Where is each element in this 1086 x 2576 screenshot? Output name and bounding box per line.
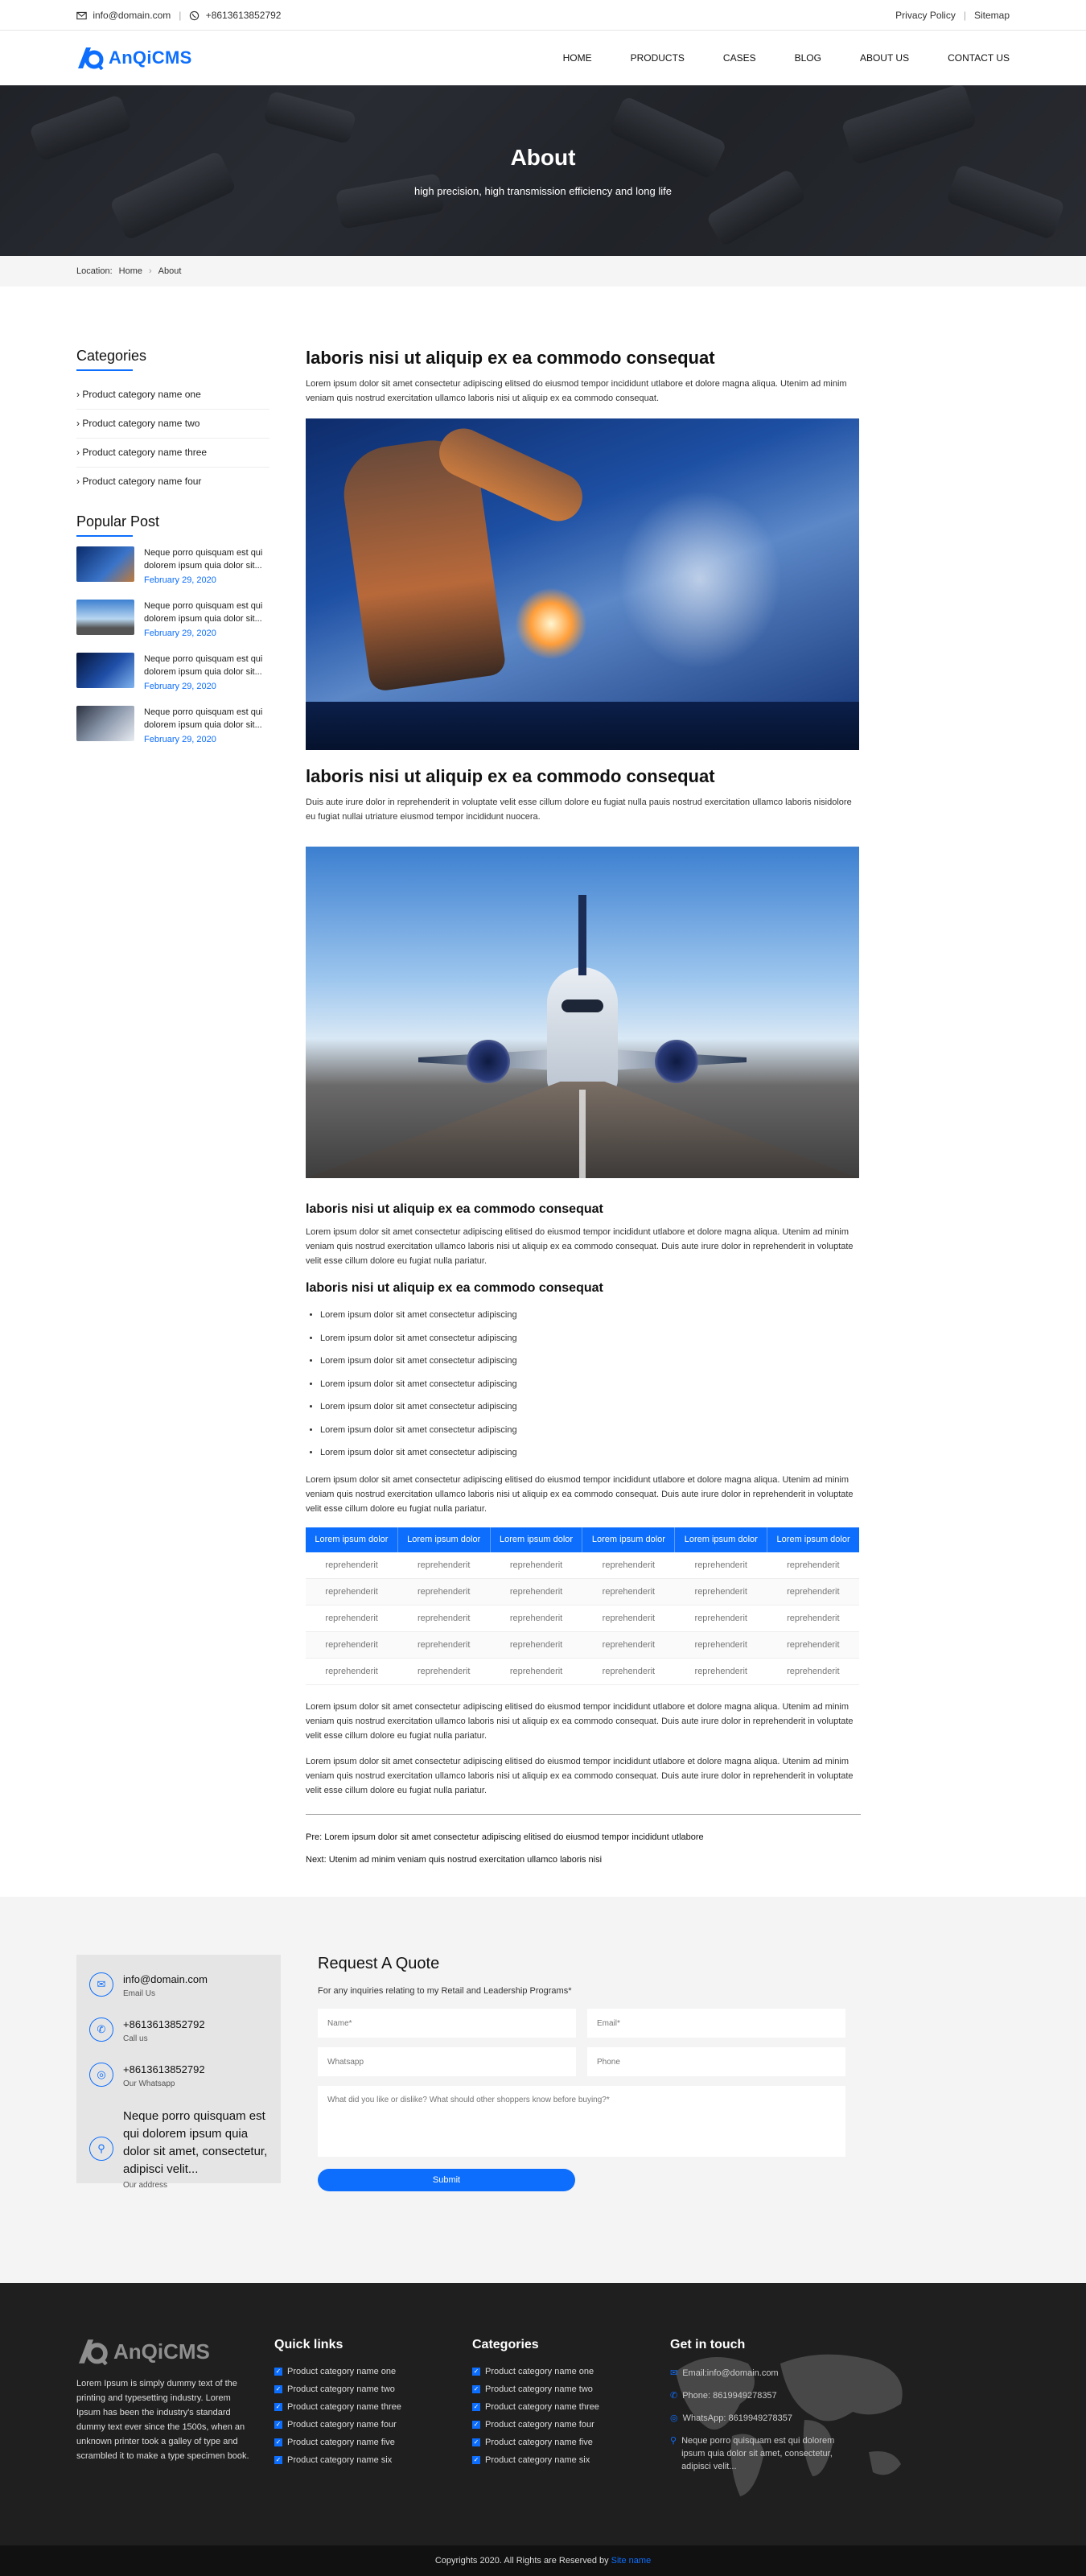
footer-link[interactable]: ✓ Product category name one [275, 2367, 397, 2376]
topbar-phone[interactable]: +8613613852792 [189, 10, 281, 21]
table-cell: reprehenderit [306, 1605, 397, 1632]
article-heading: laboris nisi ut aliquip ex ea commodo consequat [306, 766, 715, 786]
check-icon: ✓ [275, 2438, 282, 2446]
table-header: Lorem ipsum dolor [306, 1527, 397, 1552]
table-row [306, 1632, 859, 1659]
sidebar-category[interactable]: › Product category name three [76, 439, 269, 468]
submit-button[interactable]: Submit [318, 2169, 575, 2191]
list-item: • Lorem ipsum dolor sit amet consectetur adipiscing [320, 1304, 861, 1327]
table-cell: reprehenderit [306, 1632, 397, 1659]
table-cell: reprehenderit [582, 1659, 675, 1685]
nav-about[interactable]: ABOUT US [859, 52, 910, 64]
table-cell: reprehenderit [490, 1632, 582, 1659]
top-bar [0, 0, 1086, 31]
article-paragraph: Lorem ipsum dolor sit amet consectetur adipiscing elitised do eiusmod tempor incididunt utlabore et dolore magna aliqua. Utenim ad minim veniam quis nostrud exercitation ullamco laboris nisi ut aliquip ex ea commodo consequat. Duis aute irure dolor in reprehenderit in voluptate velit esse cillum dolore eu fugiat nulla pariatur. [306, 1757, 854, 1795]
breadcrumb-home[interactable]: Home [118, 266, 142, 276]
hero-banner [0, 85, 1086, 256]
table-cell: reprehenderit [490, 1552, 582, 1579]
mail-icon [76, 10, 87, 21]
footer [0, 2283, 1086, 2545]
table-cell: reprehenderit [767, 1659, 859, 1685]
table-cell: reprehenderit [397, 1552, 490, 1579]
article-paragraph: Lorem ipsum dolor sit amet consectetur adipiscing elitsed do eiusmod tempor incididunt utlabore et dolore magna aliqua. Utenim ad minim veniam quis nostrud exercitation ullamco laboris nisi ut aliquip ex ea commodo consequat. [306, 379, 847, 403]
title-underline [76, 369, 133, 371]
copyright-bar [0, 2545, 1086, 2576]
sidebar-category[interactable]: › Product category name four [76, 476, 202, 487]
table-cell: reprehenderit [306, 1579, 397, 1605]
location-pin-icon: ⚲ [670, 2436, 677, 2446]
popular-post[interactable]: Neque porro quisquam est qui dolorem ipsum quia dolor sit... February 29, 2020 [76, 653, 269, 691]
table-cell: reprehenderit [490, 1605, 582, 1632]
name-input[interactable] [318, 2009, 576, 2038]
table-cell: reprehenderit [675, 1552, 767, 1579]
footer-link[interactable]: ✓ Product category name five [275, 2438, 395, 2447]
article-paragraph: Duis aute irure dolor in reprehenderit in voluptate velit esse cillum dolore eu fugiat nulla pauis nostrud exercitation ullamco laboris nisidolore eu fugiat nullai utriature eiusmod tempor incididunt nuocera. [306, 798, 852, 822]
check-icon: ✓ [473, 2403, 479, 2410]
check-icon: ✓ [275, 2385, 282, 2393]
table-cell: reprehenderit [582, 1579, 675, 1605]
popular-title: Popular Post [76, 513, 160, 530]
table-row [306, 1659, 859, 1685]
post-thumbnail[interactable] [76, 653, 134, 688]
check-icon: ✓ [275, 2368, 282, 2375]
nav-cases[interactable]: CASES [722, 52, 756, 64]
main-nav [563, 52, 1010, 64]
table-cell: reprehenderit [582, 1605, 675, 1632]
location-pin-icon: ⚲ [89, 2137, 113, 2161]
breadcrumb-label: Location: [76, 266, 113, 276]
mail-icon: ✉ [670, 2368, 678, 2378]
table-cell: reprehenderit [306, 1552, 397, 1579]
whatsapp-icon: ◎ [670, 2413, 678, 2423]
footer-description: Lorem Ipsum is simply dummy text of the printing and typesetting industry. Lorem Ipsum has been the industry's standard dummy text ever since the 1500s, when an unknown printer took a galley of type and scrambled it to make a type specimen book. [76, 2379, 249, 2461]
check-icon: ✓ [473, 2385, 479, 2393]
table-cell: reprehenderit [582, 1632, 675, 1659]
table-header: Lorem ipsum dolor [490, 1527, 582, 1552]
title-underline [76, 535, 133, 537]
table-cell: reprehenderit [397, 1659, 490, 1685]
bullet-list [306, 1304, 861, 1465]
table-cell: reprehenderit [675, 1659, 767, 1685]
main-content [0, 286, 1086, 1877]
quote-form [318, 1955, 845, 2191]
table-cell: reprehenderit [767, 1552, 859, 1579]
list-item: • Lorem ipsum dolor sit amet consectetur adipiscing [320, 1419, 861, 1442]
table-cell: reprehenderit [397, 1605, 490, 1632]
list-item: • Lorem ipsum dolor sit amet consectetur adipiscing [320, 1395, 861, 1419]
logo[interactable] [76, 46, 192, 70]
footer-link[interactable]: ✓ Product category name two [275, 2384, 395, 2394]
footer-link[interactable]: ✓ Product category name four [473, 2420, 594, 2430]
quote-subtitle: For any inquiries relating to my Retail and Leadership Programs* [318, 1986, 572, 1996]
contact-email[interactable]: ✉ info@domain.com Email Us [89, 1972, 268, 1998]
check-icon: ✓ [473, 2456, 479, 2463]
privacy-link[interactable]: Privacy Policy [895, 10, 956, 21]
logo-mark-icon [76, 2338, 109, 2365]
table-cell: reprehenderit [675, 1632, 767, 1659]
footer-link[interactable]: ✓ Product category name six [275, 2455, 393, 2465]
whatsapp-icon [189, 10, 200, 21]
sidebar-category[interactable]: › Product category name two [76, 410, 269, 439]
table-header: Lorem ipsum dolor [767, 1527, 859, 1552]
list-item: • Lorem ipsum dolor sit amet consectetur adipiscing [320, 1373, 861, 1396]
check-icon: ✓ [275, 2456, 282, 2463]
copyright-text: Copyrights 2020. All Rights are Reserved by [434, 2556, 609, 2566]
sidebar [76, 348, 269, 1877]
table-header: Lorem ipsum dolor [675, 1527, 767, 1552]
breadcrumb-arrow-icon: › [149, 266, 152, 276]
check-icon: ✓ [473, 2421, 479, 2428]
article [306, 348, 861, 1877]
breadcrumb-current: About [158, 266, 182, 276]
table-header: Lorem ipsum dolor [397, 1527, 490, 1552]
quick-links-title: Quick links [274, 2338, 343, 2351]
contact-phone[interactable]: ✆ +8613613852792 Call us [89, 2018, 268, 2043]
whatsapp-icon: ◎ [89, 2063, 113, 2087]
list-item: • Lorem ipsum dolor sit amet consectetur adipiscing [320, 1441, 861, 1465]
table-cell: reprehenderit [767, 1632, 859, 1659]
footer-whatsapp[interactable]: ◎ WhatsApp: 8619949278357 [670, 2413, 792, 2423]
footer-link[interactable]: ✓ Product category name one [473, 2367, 594, 2376]
article-subheading: laboris nisi ut aliquip ex ea commodo consequat [306, 1202, 603, 1216]
contact-whatsapp[interactable]: ◎ +8613613852792 Our Whatsapp [89, 2063, 268, 2088]
footer-link[interactable]: ✓ Product category name four [275, 2420, 397, 2430]
table-cell: reprehenderit [397, 1632, 490, 1659]
footer-email[interactable]: ✉ Email:info@domain.com [670, 2368, 779, 2378]
site-name-link[interactable]: Site name [611, 2556, 652, 2566]
nav-contact[interactable]: CONTACT US [948, 52, 1010, 64]
footer-address: ⚲ Neque porro quisquam est qui dolorem ipsum quia dolor sit amet, consectetur, adipisci velit... [670, 2436, 835, 2471]
table-row [306, 1552, 859, 1579]
logo-mark-icon [76, 46, 104, 70]
prev-post-link[interactable]: Pre: Lorem ipsum dolor sit amet consectetur adipiscing elitised do eiusmod tempor incididunt utlabore [306, 1832, 704, 1842]
get-in-touch-title: Get in touch [670, 2338, 746, 2351]
mail-icon: ✉ [89, 1972, 113, 1997]
table-cell: reprehenderit [490, 1659, 582, 1685]
footer-categories-title: Categories [472, 2338, 539, 2351]
breadcrumb [0, 256, 1086, 286]
footer-link[interactable]: ✓ Product category name six [473, 2455, 590, 2465]
table-cell: reprehenderit [767, 1605, 859, 1632]
topbar-divider: | [179, 9, 182, 21]
categories-title: Categories [76, 348, 147, 364]
contact-info-box [76, 1955, 281, 2190]
logo-text: AnQiCMS [109, 47, 192, 68]
list-item: • Lorem ipsum dolor sit amet consectetur adipiscing [320, 1327, 861, 1350]
post-thumbnail[interactable] [76, 546, 134, 582]
check-icon: ✓ [275, 2421, 282, 2428]
table-header-row [306, 1527, 859, 1552]
nav-products[interactable]: PRODUCTS [630, 52, 685, 64]
phone-icon: ✆ [670, 2391, 678, 2401]
footer-link[interactable]: ✓ Product category name three [275, 2402, 401, 2412]
table-row [306, 1605, 859, 1632]
table-cell: reprehenderit [767, 1579, 859, 1605]
post-thumbnail[interactable] [76, 600, 134, 635]
site-header [0, 31, 1086, 85]
article-heading: laboris nisi ut aliquip ex ea commodo consequat [306, 348, 715, 368]
table-cell: reprehenderit [306, 1659, 397, 1685]
table-cell: reprehenderit [675, 1579, 767, 1605]
divider [306, 1814, 861, 1815]
article-paragraph: Lorem ipsum dolor sit amet consectetur adipiscing elitised do eiusmod tempor incididunt utlabore et dolore magna aliqua. Utenim ad minim veniam quis nostrud exercitation ullamco laboris nisi ut aliquip ex ea commodo consequat. Duis aute irure dolor in reprehenderit in voluptate velit esse cillum dolore eu fugiat nulla pariatur. [306, 1702, 854, 1741]
footer-logo[interactable]: AnQiCMS [76, 2338, 274, 2365]
contact-address: ⚲ Neque porro quisquam est qui dolorem ipsum quia dolor sit amet, consectetur, adipisci velit... Our address [89, 2108, 268, 2190]
footer-phone[interactable]: ✆ Phone: 8619949278357 [670, 2391, 777, 2401]
popular-post[interactable]: Neque porro quisquam est qui dolorem ipsum quia dolor sit... February 29, 2020 [76, 706, 269, 744]
sitemap-link[interactable]: Sitemap [973, 10, 1010, 21]
table-cell: reprehenderit [675, 1605, 767, 1632]
topbar-divider-right: | [963, 10, 966, 21]
article-paragraph: Lorem ipsum dolor sit amet consectetur adipiscing elitised do eiusmod tempor incididunt utlabore et dolore magna aliqua. Utenim ad minim veniam quis nostrud exercitation ullamco laboris nisi ut aliquip ex ea commodo consequat. Duis aute irure dolor in reprehenderit in voluptate velit esse cillum dolore eu fugiat nulla pariatur. [306, 1227, 854, 1266]
hero-title: About [510, 144, 576, 170]
post-thumbnail[interactable] [76, 706, 134, 741]
footer-link[interactable]: ✓ Product category name five [473, 2438, 593, 2447]
check-icon: ✓ [473, 2438, 479, 2446]
article-subheading: laboris nisi ut aliquip ex ea commodo consequat [306, 1281, 603, 1295]
nav-blog[interactable]: BLOG [794, 52, 821, 64]
quote-title: Request A Quote [318, 1955, 440, 1972]
table-header: Lorem ipsum dolor [582, 1527, 675, 1552]
phone-input[interactable] [587, 2047, 845, 2076]
whatsapp-input[interactable] [318, 2047, 576, 2076]
email-input[interactable] [587, 2009, 845, 2038]
popular-post[interactable]: Neque porro quisquam est qui dolorem ipsum quia dolor sit... February 29, 2020 [76, 546, 269, 585]
table-cell: reprehenderit [582, 1552, 675, 1579]
next-post-link[interactable]: Next: Utenim ad minim veniam quis nostrud exercitation ullamco laboris nisi [306, 1855, 603, 1865]
quote-section [0, 1897, 1086, 2283]
check-icon: ✓ [473, 2368, 479, 2375]
table-cell: reprehenderit [397, 1579, 490, 1605]
table-row [306, 1579, 859, 1605]
list-item: • Lorem ipsum dolor sit amet consectetur adipiscing [320, 1350, 861, 1373]
footer-link[interactable]: ✓ Product category name two [473, 2384, 593, 2394]
nav-home[interactable]: HOME [562, 52, 592, 64]
check-icon: ✓ [275, 2403, 282, 2410]
phone-icon: ✆ [89, 2018, 113, 2042]
airplane-image [306, 847, 859, 1178]
message-textarea[interactable] [318, 2086, 845, 2157]
footer-link[interactable]: ✓ Product category name three [473, 2402, 599, 2412]
table-cell: reprehenderit [490, 1579, 582, 1605]
data-table [306, 1527, 859, 1686]
article-paragraph: Lorem ipsum dolor sit amet consectetur adipiscing elitised do eiusmod tempor incididunt utlabore et dolore magna aliqua. Utenim ad minim veniam quis nostrud exercitation ullamco laboris nisi ut aliquip ex ea commodo consequat. Duis aute irure dolor in reprehenderit in voluptate velit esse cillum dolore eu fugiat nulla pariatur. [306, 1474, 854, 1514]
sidebar-category[interactable]: › Product category name one [76, 381, 269, 410]
topbar-email[interactable]: info@domain.com [76, 10, 171, 21]
popular-post[interactable]: Neque porro quisquam est qui dolorem ipsum quia dolor sit... February 29, 2020 [76, 600, 269, 638]
robot-arm-image [306, 418, 859, 750]
hero-subtitle: high precision, high transmission efficiency and long life [414, 184, 672, 197]
